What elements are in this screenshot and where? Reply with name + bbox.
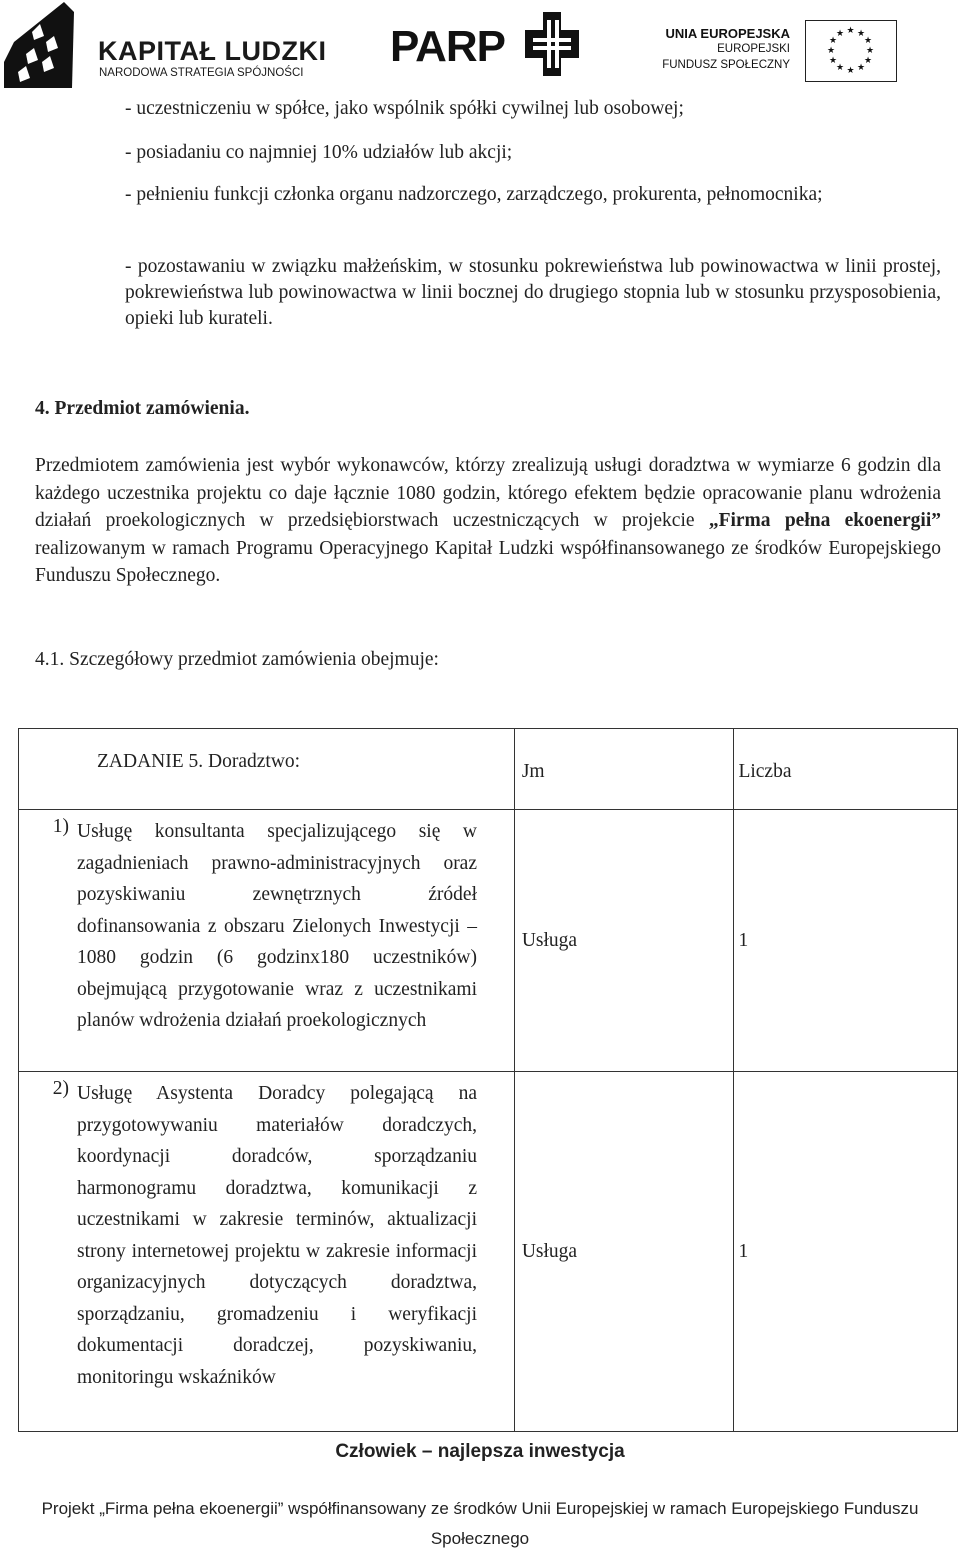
svg-text:★: ★ <box>863 56 873 66</box>
task-table <box>18 728 958 1432</box>
list-item: - posiadaniu co najmniej 10% udziałów lub akcji; <box>125 142 513 163</box>
svg-text:★: ★ <box>835 63 845 73</box>
table-row <box>19 810 958 1072</box>
paragraph-text-end: realizowanym w ramach Programu Operacyjnego Kapitał Ludzki współfinansowanego ze środków Europejskiego Funduszu Społecznego. <box>35 537 941 587</box>
eu-logo <box>662 18 958 88</box>
table-cell-qty: 1 <box>734 1072 958 1432</box>
kapital-ludzki-logo <box>4 2 334 88</box>
kapital-ludzki-title: KAPITAŁ LUDZKI <box>98 36 327 66</box>
row-text: Usługę Asystenta Doradcy polegającą na przygotowywaniu materiałów doradczych, koordynacji doradców, sporządzaniu harmonogramu doradztwa, komunikacji z uczestnikami w zakresie terminów, aktualizacji strony internetowej projektu w zakresie informacji organizacyjnych dotyczących doradztwa, sporządzaniu, gromadzeniu i weryfikacji dokumentacji doradczej, pozyskiwaniu, monitoringu wskaźników <box>77 1083 477 1388</box>
table-cell-unit: Usługa <box>514 810 734 1072</box>
parp-wordmark: PARP <box>390 22 505 71</box>
table-header-task: ZADANIE 5. Doradztwo: <box>19 729 515 810</box>
svg-text:★: ★ <box>846 26 855 36</box>
list-item: - pełnieniu funkcji członka organu nadzorczego, zarządczego, prokurenta, pełnomocnika; <box>125 184 823 205</box>
list-item: - uczestniczeniu w spółce, jako wspólnik spółki cywilnej lub osobowej; <box>125 98 684 119</box>
table-row <box>19 1072 958 1432</box>
table-cell-unit: Usługa <box>514 1072 734 1432</box>
svg-text:★: ★ <box>828 56 838 66</box>
row-number: 2) <box>52 1078 69 1099</box>
kapital-ludzki-subtitle: NARODOWA STRATEGIA SPÓJNOŚCI <box>99 67 304 79</box>
svg-text:★: ★ <box>826 46 836 56</box>
svg-text:★: ★ <box>863 36 873 46</box>
section-heading: 4. Przedmiot zamówienia. <box>35 398 250 419</box>
parp-arrow-icon <box>525 12 579 76</box>
svg-text:★: ★ <box>856 63 866 73</box>
table-cell-task <box>19 810 515 1072</box>
project-name: „Firma pełna ekoenergii” <box>708 510 941 532</box>
table-header-qty: Liczba <box>734 729 958 810</box>
table-header-row <box>19 729 958 810</box>
footer-motto: Człowiek – najlepsza inwestycja <box>335 1441 625 1462</box>
paragraph-text: Przedmiotem zamówienia jest wybór wykonawców, którzy zrealizują usługi doradztwa w wymiarze 6 godzin dla każdego uczestnika projektu co daje łącznie 1080 godzin, którego efektem będzie opracowanie planu wdrożenia działań proekologicznych w przedsiębiorstwach uczestniczących w projekcie <box>35 455 941 532</box>
svg-text:★: ★ <box>856 29 866 39</box>
svg-text:★: ★ <box>835 29 845 39</box>
eu-title: UNIA EUROPEJSKA <box>665 26 790 41</box>
page-header <box>0 0 960 92</box>
section-paragraph <box>35 452 941 590</box>
eu-fund-line2: FUNDUSZ SPOŁECZNY <box>662 59 790 71</box>
table-cell-qty: 1 <box>734 810 958 1072</box>
subsection-heading: 4.1. Szczegółowy przedmiot zamówienia obejmuje: <box>35 649 439 670</box>
footer-project-info: Projekt „Firma pełna ekoenergii” współfinansowany ze środków Unii Europejskiej w ramach Europejskiego Funduszu Społecznego <box>41 1499 919 1548</box>
svg-text:★: ★ <box>828 36 838 46</box>
row-text: Usługę konsultanta specjalizującego się w zagadnieniach prawno-administracyjnych oraz pozyskiwaniu zewnętrznych źródeł dofinansowania z obszaru Zielonych Inwestycji – 1080 godzin (6 godzinx180 uczestników) obejmującą przygotowanie wraz z uczestnikami planów wdrożenia działań proekologicznych <box>77 821 477 1031</box>
parp-logo <box>390 8 590 78</box>
table-cell-task <box>19 1072 515 1432</box>
svg-text:★: ★ <box>865 46 875 56</box>
kapital-ludzki-emblem-icon <box>4 2 94 88</box>
row-number: 1) <box>52 816 69 837</box>
eu-flag-icon <box>805 20 897 82</box>
table-header-unit: Jm <box>514 729 734 810</box>
eu-fund-line1: EUROPEJSKI <box>717 43 790 55</box>
list-item: - pozostawaniu w związku małżeńskim, w stosunku pokrewieństwa lub powinowactwa w linii prostej, pokrewieństwa lub powinowactwa w linii bocznej do drugiego stopnia lub w stosunku przysposobienia, opieki lub kurateli. <box>125 256 941 329</box>
svg-text:★: ★ <box>846 66 855 76</box>
